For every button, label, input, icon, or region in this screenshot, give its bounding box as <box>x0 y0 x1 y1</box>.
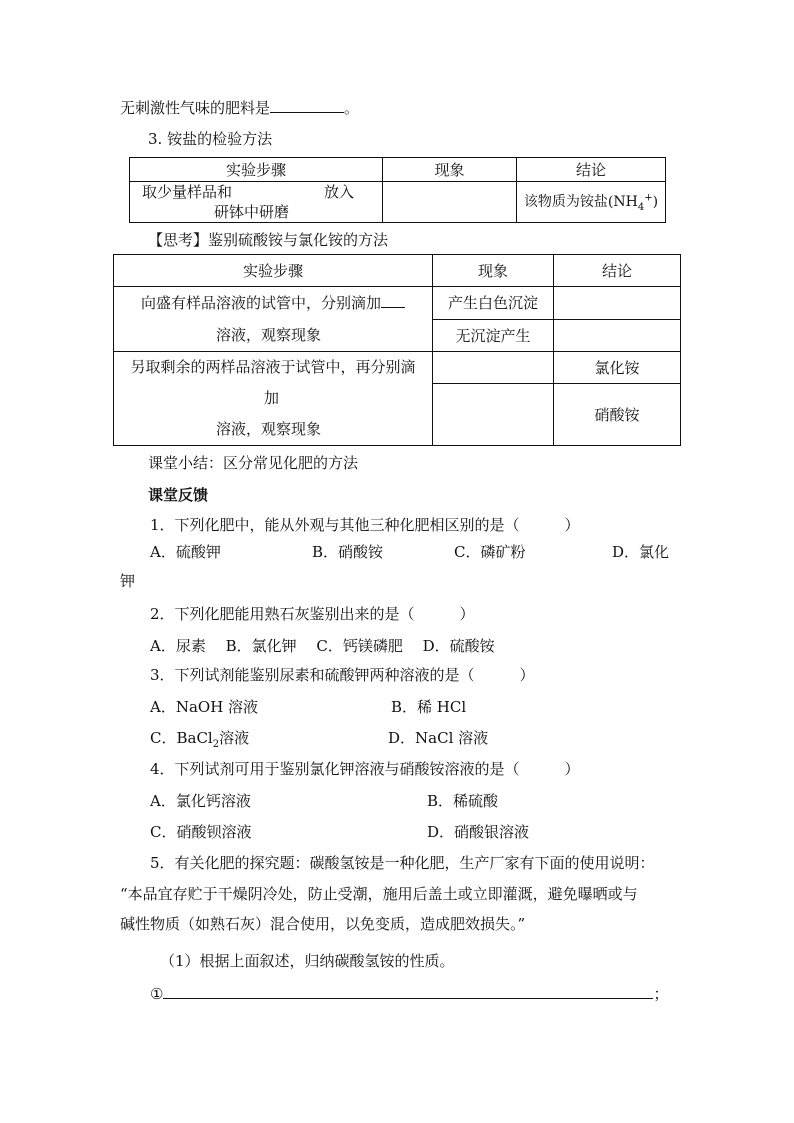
q5-line1: 5．有关化肥的探究题：碳酸氢铵是一种化肥，生产厂家有下面的使用说明： <box>150 854 655 872</box>
phenomenon-blank-3[interactable] <box>433 352 554 384</box>
phenomenon-blank-4[interactable] <box>433 384 554 446</box>
conclusion-ammonium-nitrate: 硝酸铵 <box>554 384 681 446</box>
q3-stem: 3．下列试剂能鉴别尿素和硫酸钾两种溶液的是（ ） <box>150 666 535 684</box>
phenomenon-precipitate: 产生白色沉淀 <box>433 287 554 320</box>
q1-option-c[interactable]: C．磷矿粉 <box>454 543 526 561</box>
q1-stem: 1．下列化肥中，能从外观与其他三种化肥相区别的是（ ） <box>150 516 580 534</box>
q5-answer-line: ① ； <box>150 985 669 1003</box>
summary-line: 课堂小结：区分常见化肥的方法 <box>148 454 359 472</box>
q1-option-d-wrap: 钾 <box>120 572 136 590</box>
phenomenon-cell[interactable] <box>383 182 517 223</box>
think-title: 【思考】鉴别硫酸铵与氯化铵的方法 <box>148 231 389 249</box>
q4-stem: 4．下列试剂可用于鉴别氯化钾溶液与硝酸铵溶液的是（ ） <box>150 760 580 778</box>
conclusion-cell: 该物质为铵盐$(NH_4^+)$ <box>517 182 666 223</box>
circle-number: ① <box>150 985 164 1003</box>
feedback-title: 课堂反馈 <box>148 486 209 504</box>
header-phenomenon: 现象 <box>433 255 554 287</box>
step1-cell: 向盛有样品溶液的试管中，分别滴加 溶液，观察现象 <box>114 287 433 352</box>
q3-option-d[interactable]: D．NaCl 溶液 <box>388 729 489 747</box>
sulfate-chloride-table <box>113 254 681 446</box>
answer-blank[interactable] <box>270 97 344 113</box>
header-steps: 实验步骤 <box>130 158 383 182</box>
q1-option-d[interactable]: D．氯化 <box>612 543 670 561</box>
answer-line-1[interactable] <box>163 983 653 999</box>
q5-line3: 碱性物质（如熟石灰）混合使用，以免变质，造成肥效损失。” <box>120 915 526 933</box>
q4-option-d[interactable]: D．硝酸银溶液 <box>427 823 530 841</box>
q2-stem: 2．下列化肥能用熟石灰鉴别出来的是（ ） <box>150 605 475 623</box>
reagent-blank[interactable] <box>381 292 405 308</box>
intro-line: 无刺激性气味的肥料是 。 <box>120 99 360 117</box>
header-conclusion: 结论 <box>517 158 666 182</box>
intro-text: 无刺激性气味的肥料是 <box>120 99 271 117</box>
header-phenomenon: 现象 <box>383 158 517 182</box>
step-cell: 取少量样品和 放入 研钵中研磨 <box>130 182 383 223</box>
step2-cell: 另取剩余的两样品溶液于试管中，再分别滴 加 溶液，观察现象 <box>114 352 433 446</box>
q2-options[interactable]: A．尿素 B．氯化钾 C．钙镁磷肥 D．硫酸铵 <box>150 637 495 655</box>
q4-option-a[interactable]: A．氯化钙溶液 <box>150 792 251 810</box>
header-steps: 实验步骤 <box>114 255 433 287</box>
q3-option-c[interactable]: C．BaCl$_2$溶液 <box>150 729 250 750</box>
conclusion-blank-1[interactable] <box>554 287 681 320</box>
section3-title: 3. 铵盐的检验方法 <box>148 130 273 148</box>
q1-option-a[interactable]: A．硫酸钾 <box>150 543 221 561</box>
conclusion-ammonium-chloride: 氯化铵 <box>554 352 681 384</box>
conclusion-blank-2[interactable] <box>554 319 681 352</box>
q3-option-a[interactable]: A．NaOH 溶液 <box>150 698 259 716</box>
phenomenon-no-precipitate: 无沉淀产生 <box>433 319 554 352</box>
header-conclusion: 结论 <box>554 255 681 287</box>
q5-line2: “本品宜存贮于干燥阴冷处，防止受潮，施用后盖土或立即灌溉，避免曝晒或与 <box>120 885 638 903</box>
q4-option-c[interactable]: C．硝酸钡溶液 <box>150 823 252 841</box>
q3-option-b[interactable]: B．稀 HCl <box>391 698 467 716</box>
ammonium-test-table <box>129 157 666 223</box>
q1-option-b[interactable]: B．硝酸铵 <box>312 543 384 561</box>
q5-sub1: （1）根据上面叙述，归纳碳酸氢铵的性质。 <box>160 952 455 970</box>
q4-option-b[interactable]: B．稀硫酸 <box>427 792 499 810</box>
